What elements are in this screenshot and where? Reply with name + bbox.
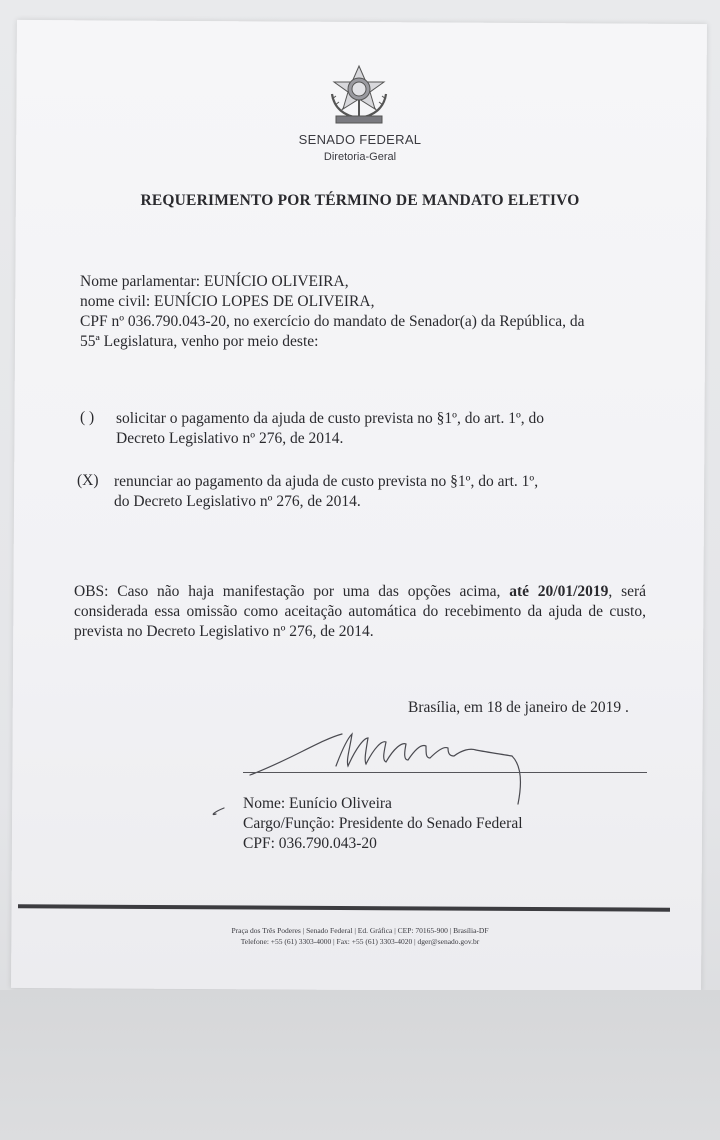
option-waive-line2: do Decreto Legislativo nº 276, de 2014.	[114, 493, 361, 510]
legislature-line: 55ª Legislatura, venho por meio deste:	[80, 333, 319, 350]
option-checkbox-waive: (X)	[77, 472, 99, 489]
background-surface	[0, 990, 720, 1140]
org-name: SENADO FEDERAL	[298, 132, 422, 147]
department-name: Diretoria-Geral	[323, 151, 397, 163]
option-waive-line1: renunciar ao pagamento da ajuda de custo prevista no §1º, do art. 1º,	[114, 473, 539, 490]
place-date: Brasília, em 18 de janeiro de 2019 .	[408, 699, 629, 716]
obs-paragraph	[74, 582, 646, 642]
footer-contact: Telefone: +55 (61) 3303-4000 | Fax: +55 (61) 3303-4020 | dger@senado.gov.br	[240, 937, 480, 946]
obs-text-after: , será considerada essa omissão como aceitação automática do recebimento da ajuda de custo, prevista no Decreto Legislativo nº 276, de 2014.	[74, 583, 647, 640]
signatory-role: Cargo/Função: Presidente do Senado Federal	[243, 815, 523, 832]
option-request-line1: solicitar o pagamento da ajuda de custo prevista no §1º, do art. 1º, do	[116, 410, 544, 427]
option-checkbox-request: ( )	[80, 409, 95, 426]
coat-of-arms-icon	[326, 64, 392, 126]
signatory-cpf: CPF: 036.790.043-20	[243, 835, 377, 852]
parliamentary-name: Nome parlamentar: EUNÍCIO OLIVEIRA,	[80, 273, 349, 290]
cpf-mandate-line: CPF nº 036.790.043-20, no exercício do mandato de Senador(a) da República, da	[80, 313, 585, 330]
signatory-name: Nome: Eunício Oliveira	[243, 795, 392, 812]
option-request-line2: Decreto Legislativo nº 276, de 2014.	[116, 430, 344, 447]
footer-address: Praça dos Três Poderes | Senado Federal | Ed. Gráfica | CEP: 70165-900 | Brasília-DF	[231, 926, 489, 935]
civil-name: nome civil: EUNÍCIO LOPES DE OLIVEIRA,	[80, 293, 375, 310]
signature-line	[243, 772, 647, 773]
obs-deadline: até 20/01/2019	[509, 583, 609, 600]
page-title: REQUERIMENTO POR TÉRMINO DE MANDATO ELETIVO	[140, 192, 580, 209]
obs-text-before: OBS: Caso não haja manifestação por uma das opções acima,	[74, 583, 510, 600]
